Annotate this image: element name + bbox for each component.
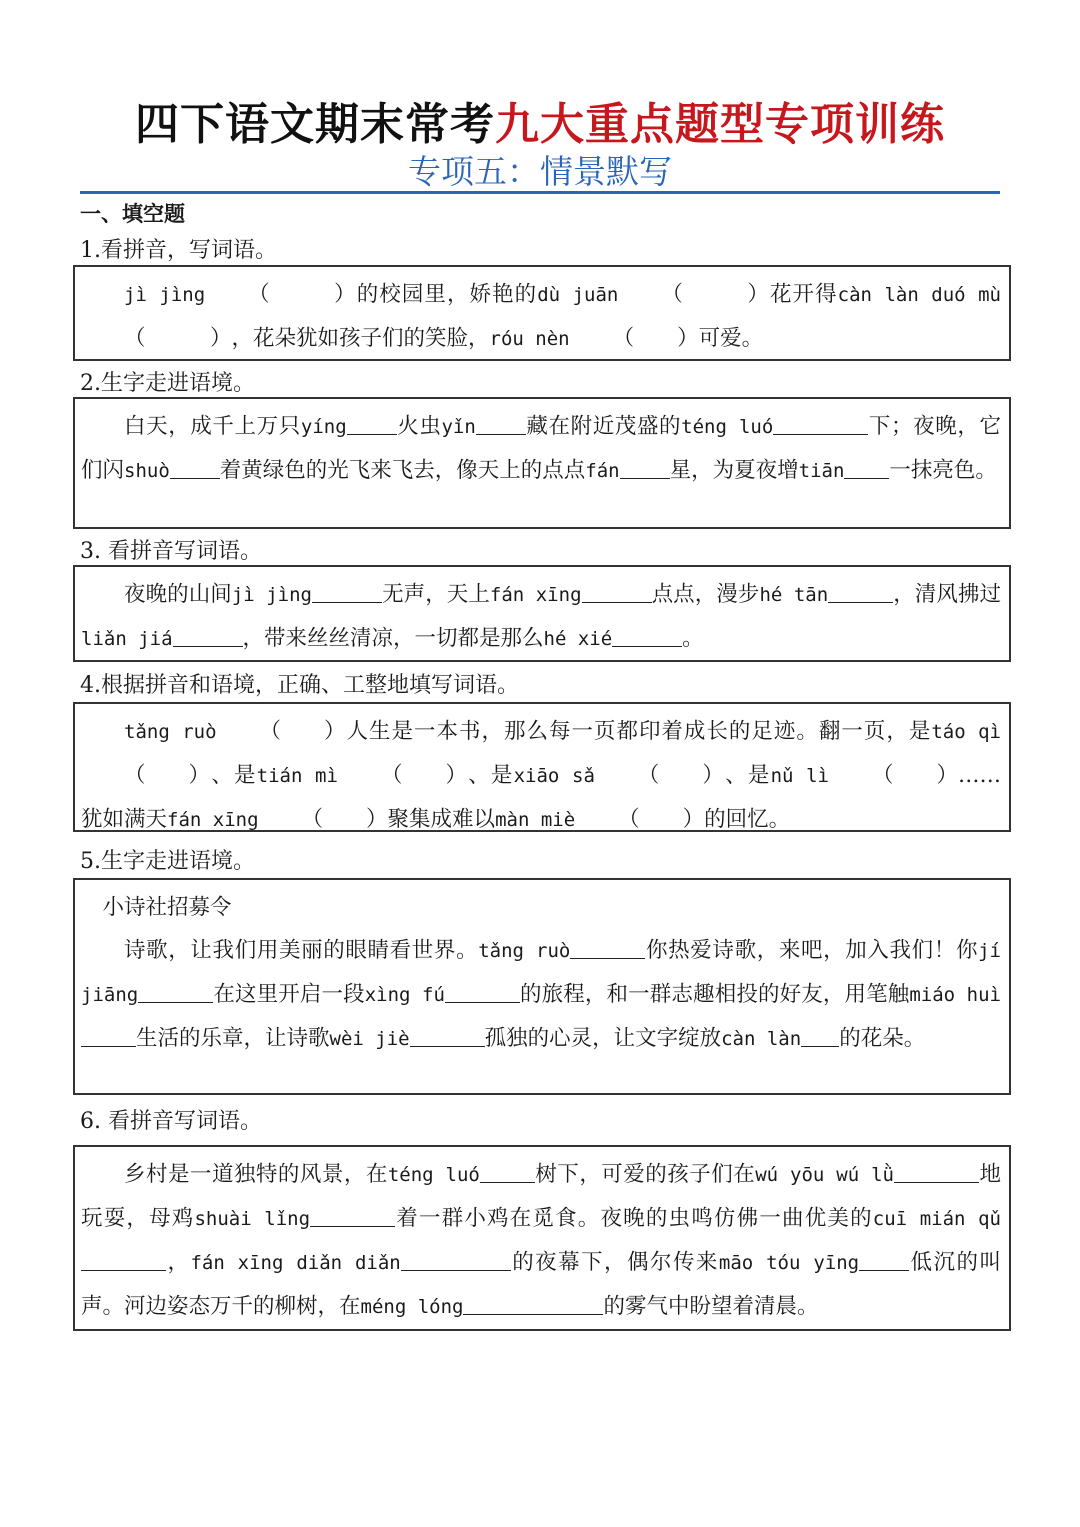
pinyin: nǔ lì [770, 765, 829, 787]
answer-blank[interactable] [410, 1025, 485, 1048]
answer-blank[interactable] [170, 457, 220, 480]
pinyin: tǎng ruò [478, 940, 571, 962]
answer-blank[interactable] [312, 581, 382, 604]
text-segment: 的校园里，娇艳的 [355, 282, 538, 307]
pinyin: jì jìng [124, 284, 206, 306]
text-segment: ，清风拂过 [893, 582, 1001, 607]
text-segment: 。 [682, 626, 704, 651]
text-segment: 在这里开启一段 [213, 982, 365, 1007]
pinyin: càn làn duó mù [837, 284, 1001, 306]
question-6-text [81, 1153, 1001, 1329]
text-segment: 你热爱诗歌，来吧，加入我们！你 [645, 938, 979, 963]
pinyin: yǐn [441, 416, 476, 438]
answer-paren[interactable]: （ ） [618, 807, 705, 832]
answer-blank[interactable] [570, 937, 645, 960]
answer-blank[interactable] [612, 625, 682, 648]
answer-paren[interactable]: （ ） [871, 763, 958, 788]
question-5-title: 5.生字走进语境。 [80, 849, 255, 874]
text-segment: 、是 [210, 763, 257, 788]
text-segment: 夜晚的山间 [124, 582, 232, 607]
pinyin: wèi jiè [329, 1028, 410, 1050]
answer-paren[interactable]: （ ） [124, 763, 211, 788]
text-segment: 一抹亮色。 [889, 458, 997, 483]
answer-paren[interactable]: （ ） [380, 763, 467, 788]
text-segment: 诗歌，让我们用美丽的眼睛看世界。 [124, 938, 479, 963]
pinyin: méng lóng [360, 1296, 464, 1318]
text-segment: 生活的乐章，让诗歌 [136, 1026, 330, 1051]
text-segment: 树下，可爱的孩子们在 [534, 1162, 756, 1187]
question-6-box [73, 1145, 1011, 1331]
pinyin: fán [585, 460, 620, 482]
question-6-title: 6. 看拼音写词语。 [80, 1109, 262, 1134]
text-segment: 、是 [723, 763, 771, 788]
text-segment: 的雾气中盼望着清晨。 [603, 1294, 819, 1319]
answer-blank[interactable] [582, 581, 652, 604]
question-5-text [81, 929, 1001, 1061]
answer-blank[interactable] [173, 625, 243, 648]
text-segment: 火虫 [396, 414, 442, 439]
answer-paren[interactable]: （ ） [259, 719, 346, 744]
pinyin: fán xīng diǎn diǎn [190, 1252, 401, 1274]
answer-paren[interactable]: （ ） [301, 807, 388, 832]
text-segment: ，带来丝丝清凉，一切都是那么 [242, 626, 544, 651]
page-subtitle: 专项五：情景默写 [408, 152, 672, 191]
answer-paren[interactable]: （ ） [637, 763, 724, 788]
pinyin: tián mì [256, 765, 338, 787]
text-segment: 、是 [466, 763, 514, 788]
text-segment: 下；夜晚，它们闪 [81, 414, 1001, 483]
text-segment: 花开得 [768, 282, 838, 307]
pinyin: màn miè [495, 809, 576, 831]
pinyin: téng luó [681, 416, 774, 438]
question-1-title: 1.看拼音，写词语。 [80, 238, 277, 263]
text-segment: 聚集成难以 [387, 807, 496, 832]
text-segment: 孤独的心灵，让文字绽放 [484, 1026, 722, 1051]
pinyin: liǎn jiá [81, 628, 173, 650]
answer-blank[interactable] [894, 1161, 979, 1184]
pinyin: yíng [300, 416, 347, 438]
question-4-title: 4.根据拼音和语境，正确、工整地填写词语。 [80, 673, 519, 698]
answer-paren[interactable]: （ ） [124, 326, 232, 351]
question-3-title: 3. 看拼音写词语。 [80, 539, 262, 564]
answer-blank[interactable] [828, 581, 893, 604]
text-segment: 的花朵。 [839, 1026, 926, 1051]
answer-blank[interactable] [801, 1025, 839, 1048]
question-2-title: 2.生字走进语境。 [80, 371, 255, 396]
text-segment: 低沉的叫声。河边姿态万千的柳树，在 [81, 1250, 1001, 1319]
title-divider [80, 191, 1000, 194]
pinyin: hé xié [543, 628, 613, 650]
pinyin: xìng fú [364, 984, 445, 1006]
pinyin: dù juān [537, 284, 619, 306]
pinyin: jì jìng [231, 584, 312, 606]
answer-blank[interactable] [480, 1161, 535, 1184]
answer-blank[interactable] [773, 413, 868, 436]
text-segment: 的旅程，和一群志趣相投的好友，用笔触 [519, 982, 910, 1007]
pinyin: fán xīng [489, 584, 582, 606]
text-segment: ，花朵犹如孩子们的笑脸， [231, 326, 490, 351]
pinyin: róu nèn [489, 328, 570, 350]
answer-blank[interactable] [445, 981, 520, 1004]
section-heading: 一、填空题 [80, 202, 185, 226]
text-segment: 着一群小鸡在觅食。夜晚的虫鸣仿佛一曲优美的 [395, 1206, 873, 1231]
pinyin: hé tān [759, 584, 829, 606]
pinyin: wú yōu wú lǜ [755, 1164, 894, 1186]
question-4-box [73, 702, 1011, 832]
text-segment: 无声，天上 [382, 582, 490, 607]
answer-blank[interactable] [310, 1205, 395, 1228]
answer-blank[interactable] [401, 1249, 511, 1272]
pinyin: cuī mián qǔ [872, 1208, 1001, 1230]
answer-blank[interactable] [859, 1249, 909, 1272]
question-2-text [81, 405, 1001, 493]
question-1-box [73, 265, 1011, 361]
answer-paren[interactable]: （ ） [248, 282, 356, 307]
question-5-heading: 小诗社招募令 [102, 895, 232, 920]
answer-blank[interactable] [81, 1025, 136, 1048]
page-title [0, 88, 1080, 152]
answer-blank[interactable] [476, 413, 526, 436]
text-segment: 乡村是一道独特的风景，在 [124, 1162, 388, 1187]
text-segment: 星，为夏夜增 [669, 458, 799, 483]
title-black-part: 四下语文期末常考 [135, 99, 495, 150]
pinyin: tiān [798, 460, 845, 482]
pinyin: māo tóu yīng [718, 1252, 860, 1274]
pinyin: fán xīng [167, 809, 259, 831]
pinyin: táo qì [931, 721, 1001, 743]
question-1-text [81, 273, 1001, 361]
answer-blank[interactable] [844, 457, 889, 480]
text-segment: ， [166, 1250, 191, 1275]
answer-blank[interactable] [463, 1293, 603, 1316]
text-segment: 藏在附近茂盛的 [525, 414, 682, 439]
question-5-box [73, 878, 1011, 1095]
text-segment: 着黄绿色的光飞来飞去，像天上的点点 [219, 458, 586, 483]
pinyin: tǎng ruò [124, 721, 217, 743]
text-segment: 人生是一本书，那么每一页都印着成长的足迹。翻一页，是 [345, 719, 932, 744]
pinyin: téng luó [387, 1164, 480, 1186]
answer-paren[interactable]: （ ） [661, 282, 769, 307]
text-segment: 点点，漫步 [651, 582, 760, 607]
pinyin: shuò [124, 460, 170, 482]
text-segment: 可爱。 [698, 326, 764, 351]
title-red-part: 九大重点题型专项训练 [495, 99, 945, 150]
pinyin: càn làn [721, 1028, 802, 1050]
text-segment: 的回忆。 [704, 807, 791, 832]
pinyin: xiāo sǎ [513, 765, 595, 787]
pinyin: jí jiāng [81, 940, 1001, 1006]
pinyin: miáo huì [909, 984, 1001, 1006]
answer-blank[interactable] [81, 1249, 166, 1272]
text-segment: ……犹如满天 [81, 763, 1001, 832]
answer-blank[interactable] [138, 981, 213, 1004]
text-segment: 白天，成千上万只 [124, 414, 301, 439]
question-2-box [73, 397, 1011, 529]
question-3-box [73, 565, 1011, 662]
answer-blank[interactable] [620, 457, 670, 480]
question-3-text [81, 573, 1001, 661]
answer-paren[interactable]: （ ） [612, 326, 699, 351]
pinyin: shuài lǐng [194, 1208, 311, 1230]
question-4-text [81, 710, 1001, 842]
text-segment: 地玩耍，母鸡 [81, 1162, 1001, 1231]
answer-blank[interactable] [347, 413, 397, 436]
text-segment: 的夜幕下，偶尔传来 [510, 1250, 719, 1275]
